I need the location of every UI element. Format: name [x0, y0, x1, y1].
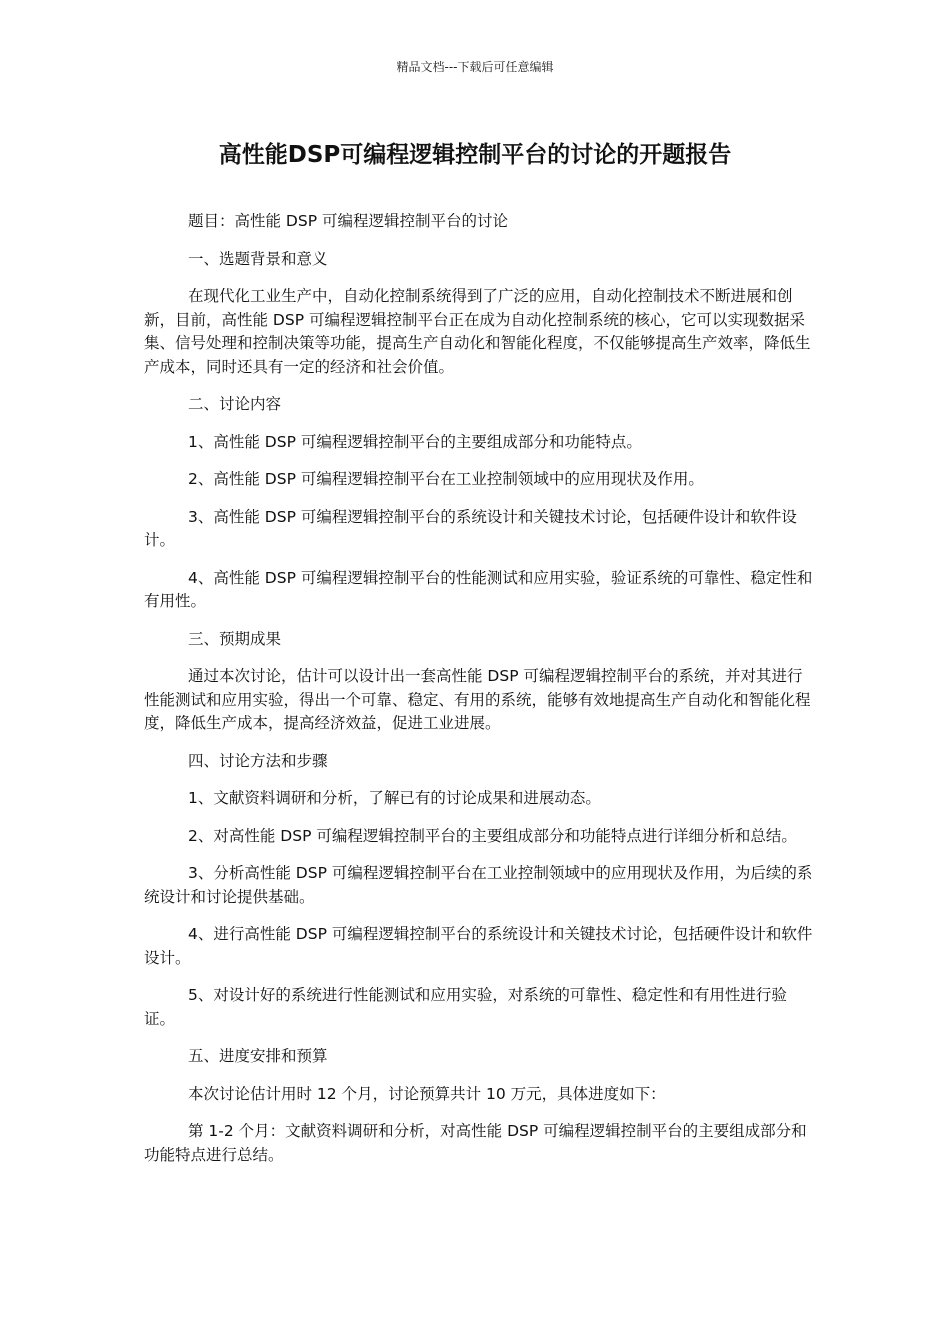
section-heading-background: 一、选题背景和意义 — [188, 249, 328, 268]
method-step-2: 2、对高性能 DSP 可编程逻辑控制平台的主要组成部分和功能特点进行详细分析和总结。 — [188, 826, 797, 845]
section-heading-schedule: 五、进度安排和预算 — [188, 1047, 328, 1065]
content-item-3: 3、高性能 DSP 可编程逻辑控制平台的系统设计和关键技术讨论，包括硬件设计和软件设计。 — [144, 507, 797, 549]
document-body — [144, 210, 814, 1181]
paragraph-expected-results: 通过本次讨论，估计可以设计出一套高性能 DSP 可编程逻辑控制平台的系统，并对其进行性能测试和应用实验，得出一个可靠、稳定、有用的系统，能够有效地提高生产自动化和智能化程度，降低生产成本，提高经济效益，促进工业进展。 — [144, 667, 811, 732]
content-item-2: 2、高性能 DSP 可编程逻辑控制平台在工业控制领域中的应用现状及作用。 — [188, 470, 704, 488]
schedule-item-1: 第 1-2 个月：文献资料调研和分析，对高性能 DSP 可编程逻辑控制平台的主要组成部分和功能特点进行总结。 — [144, 1122, 807, 1164]
section-heading-methods: 四、讨论方法和步骤 — [188, 751, 328, 770]
topic-line: 题目：高性能 DSP 可编程逻辑控制平台的讨论 — [188, 212, 508, 230]
section-heading-expected-results: 三、预期成果 — [188, 629, 282, 648]
method-step-3: 3、分析高性能 DSP 可编程逻辑控制平台在工业控制领域中的应用现状及作用，为后续的系统设计和讨论提供基础。 — [144, 864, 813, 906]
method-step-4: 4、进行高性能 DSP 可编程逻辑控制平台的系统设计和关键技术讨论，包括硬件设计和软件设计。 — [144, 925, 813, 967]
paragraph-schedule-intro: 本次讨论估计用时 12 个月，讨论预算共计 10 万元，具体进度如下： — [188, 1084, 666, 1103]
header-note: 精品文档---下载后可任意编辑 — [396, 60, 554, 74]
content-item-4: 4、高性能 DSP 可编程逻辑控制平台的性能测试和应用实验，验证系统的可靠性、稳定性和有用性。 — [144, 568, 813, 610]
method-step-5: 5、对设计好的系统进行性能测试和应用实验，对系统的可靠性、稳定性和有用性进行验证。 — [144, 986, 787, 1028]
paragraph-background: 在现代化工业生产中，自动化控制系统得到了广泛的应用，自动化控制技术不断进展和创新，目前，高性能 DSP 可编程逻辑控制平台正在成为自动化控制系统的核心，它可以实现数据采集、信号处理和控制决策等功能，提高生产自动化和智能化程度，不仅能够提高生产效率，降低生产成本，同时还具有一定的经济和社会价值。 — [144, 287, 811, 376]
content-item-1: 1、高性能 DSP 可编程逻辑控制平台的主要组成部分和功能特点。 — [188, 432, 642, 451]
method-step-1: 1、文献资料调研和分析，了解已有的讨论成果和进展动态。 — [188, 789, 601, 807]
document-title: 高性能DSP可编程逻辑控制平台的讨论的开题报告 — [218, 142, 732, 168]
section-heading-content: 二、讨论内容 — [188, 395, 282, 413]
